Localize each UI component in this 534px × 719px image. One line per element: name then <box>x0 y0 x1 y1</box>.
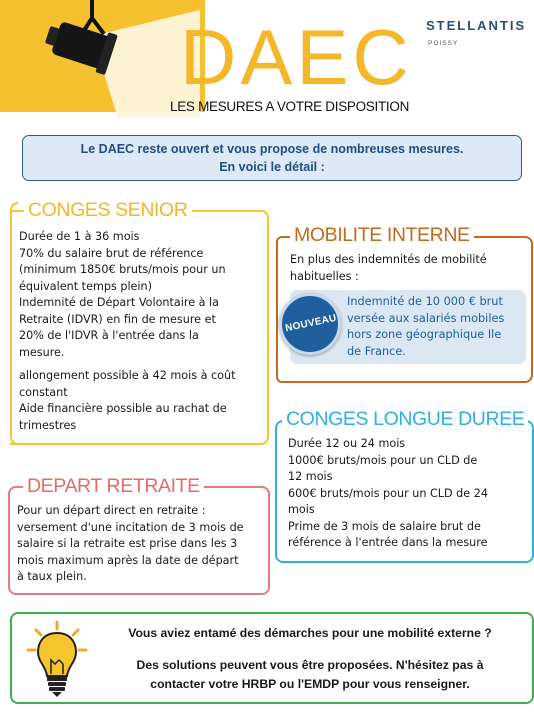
conges-senior-line: constant <box>19 385 68 399</box>
conges-longue-duree-title: CONGES LONGUE DUREE <box>282 408 528 431</box>
conges-senior-line: allongement possible à 42 mois à coût <box>19 369 236 382</box>
mobilite-interne-line: En plus des indemnités de mobilité <box>290 253 487 266</box>
depart-retraite-body <box>17 503 244 586</box>
lightbulb-icon <box>26 620 88 702</box>
cld-line: Prime de 3 mois de salaire brut de <box>288 519 481 533</box>
depart-retraite-title: DEPART RETRAITE <box>23 475 204 498</box>
mobilite-interne-body <box>290 252 487 285</box>
page-subtitle: LES MESURES A VOTRE DISPOSITION <box>170 99 410 114</box>
intro-line-2: En voici le détail : <box>219 160 325 174</box>
conges-senior-line: Aide financière possible au rachat de <box>19 402 227 415</box>
depart-retraite-line: Pour un départ direct en retraite : <box>17 504 206 517</box>
cld-line: 1000€ bruts/mois pour un CLD de <box>288 453 478 467</box>
external-mobility-answer-1: Des solutions peuvent vous être proposées. N'hésitez pas à <box>136 658 484 672</box>
conges-senior-line: 20% de l'IDVR à l'entrée dans la <box>19 329 199 342</box>
conges-senior-body <box>19 229 236 434</box>
conges-senior-line: Retraite (IDVR) en fin de mesure et <box>19 312 216 326</box>
brand-location: POISSY <box>428 40 459 47</box>
mobilite-highlight-line: Indemnité de 10 000 € brut <box>347 295 503 308</box>
cld-line: Durée 12 ou 24 mois <box>288 437 406 450</box>
cld-line: 12 mois <box>288 470 333 483</box>
depart-retraite-line: mois maximum après la date de départ <box>17 553 239 567</box>
external-mobility-question: Vous aviez entamé des démarches pour une mobilité externe ? <box>128 626 492 640</box>
cld-line: mois <box>288 503 315 516</box>
nouveau-badge-label: NOUVEAU <box>284 312 338 335</box>
conges-senior-line: trimestres <box>19 418 77 432</box>
conges-senior-line: mesure. <box>19 345 65 359</box>
conges-senior-line: Indemnité de Départ Volontaire à la <box>19 296 220 309</box>
mobilite-interne-line: habituelles : <box>290 269 359 283</box>
external-mobility-answer-2: contacter votre HRBP ou l'EMDP pour vous renseigner. <box>150 677 470 691</box>
conges-senior-line: (minimum 1850€ bruts/mois pour un <box>19 263 226 276</box>
mobilite-highlight-text <box>347 294 504 360</box>
conges-senior-line: 70% du salaire brut de référence <box>19 246 204 260</box>
conges-senior-title: CONGES SENIOR <box>24 199 192 222</box>
conges-senior-frame-left <box>10 202 18 445</box>
cld-line: 600€ bruts/mois pour un CLD de 24 <box>288 486 488 500</box>
mobilite-highlight-line: versée aux salariés mobiles <box>347 311 505 325</box>
brand-logo: STELLANTIS <box>426 18 527 33</box>
depart-retraite-line: à taux plein. <box>17 570 87 583</box>
conges-senior-line: équivalent temps plein) <box>19 279 152 293</box>
mobilite-highlight-line: hors zone géographique Ile <box>347 328 502 341</box>
depart-retraite-line: salaire si la retraite est prise dans les 3 <box>17 537 238 550</box>
cld-line: référence à l'entrée dans la mesure <box>288 536 488 549</box>
header <box>0 0 534 118</box>
intro-box <box>22 135 522 181</box>
conges-senior-line: Durée de 1 à 36 mois <box>19 230 140 243</box>
conges-longue-duree-body <box>288 436 488 552</box>
depart-retraite-line: versement d'une incitation de 3 mois de <box>17 520 244 534</box>
page-title: DAEC <box>180 13 413 101</box>
nouveau-badge <box>279 293 341 355</box>
intro-line-1: Le DAEC reste ouvert et vous propose de nombreuses mesures. <box>80 142 464 156</box>
mobilite-highlight-line: de France. <box>347 344 406 358</box>
mobilite-interne-title: MOBILITE INTERNE <box>290 224 474 247</box>
